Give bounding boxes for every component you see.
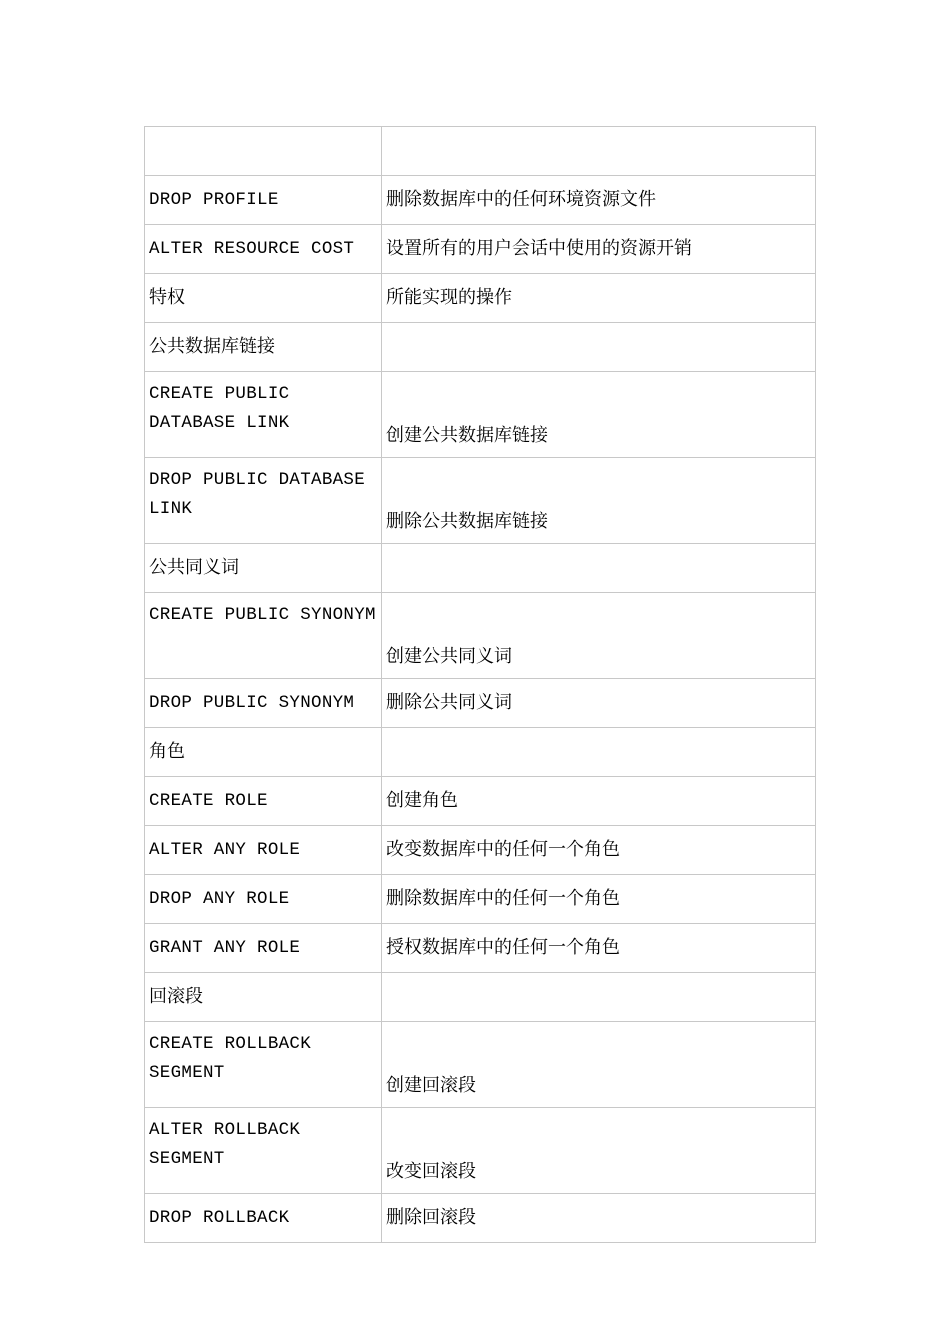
section-heading-cell: 特权 bbox=[145, 274, 382, 323]
section-heading-cell: 公共同义词 bbox=[145, 544, 382, 593]
privilege-description-cell: 删除回滚段 bbox=[382, 1194, 816, 1243]
table-row bbox=[145, 679, 816, 728]
privilege-name-cell: DROP ROLLBACK bbox=[145, 1194, 382, 1243]
privilege-name-cell: ALTER ROLLBACK SEGMENT bbox=[145, 1108, 382, 1194]
privilege-name-cell: GRANT ANY ROLE bbox=[145, 924, 382, 973]
table-row bbox=[145, 1194, 816, 1243]
table-row bbox=[145, 924, 816, 973]
privileges-table-body bbox=[145, 127, 816, 1243]
table-row bbox=[145, 728, 816, 777]
privilege-description-cell: 创建公共数据库链接 bbox=[382, 372, 816, 458]
privilege-name-cell: CREATE PUBLIC SYNONYM bbox=[145, 593, 382, 679]
privilege-description-cell: 创建角色 bbox=[382, 777, 816, 826]
privilege-name-cell: ALTER RESOURCE COST bbox=[145, 225, 382, 274]
table-row bbox=[145, 127, 816, 176]
section-heading-cell: 角色 bbox=[145, 728, 382, 777]
privilege-name-cell: CREATE ROLE bbox=[145, 777, 382, 826]
table-row bbox=[145, 176, 816, 225]
table-row bbox=[145, 777, 816, 826]
privilege-name-cell: CREATE ROLLBACK SEGMENT bbox=[145, 1022, 382, 1108]
privileges-table bbox=[144, 126, 816, 1243]
table-row bbox=[145, 875, 816, 924]
privilege-name-cell: ALTER ANY ROLE bbox=[145, 826, 382, 875]
section-heading-cell: 公共数据库链接 bbox=[145, 323, 382, 372]
table-row bbox=[145, 372, 816, 458]
section-heading-cell: 回滚段 bbox=[145, 973, 382, 1022]
privilege-description-cell bbox=[382, 728, 816, 777]
privilege-description-cell: 改变回滚段 bbox=[382, 1108, 816, 1194]
privilege-name-cell: DROP ANY ROLE bbox=[145, 875, 382, 924]
table-row bbox=[145, 1108, 816, 1194]
table-row bbox=[145, 593, 816, 679]
privilege-description-cell: 删除公共数据库链接 bbox=[382, 458, 816, 544]
privilege-description-cell: 删除数据库中的任何环境资源文件 bbox=[382, 176, 816, 225]
privilege-description-cell bbox=[382, 544, 816, 593]
privilege-description-cell: 设置所有的用户会话中使用的资源开销 bbox=[382, 225, 816, 274]
table-row bbox=[145, 973, 816, 1022]
table-row bbox=[145, 274, 816, 323]
privilege-description-cell: 创建公共同义词 bbox=[382, 593, 816, 679]
privilege-name-cell: DROP PUBLIC SYNONYM bbox=[145, 679, 382, 728]
privilege-description-cell bbox=[382, 127, 816, 176]
privilege-name-cell: CREATE PUBLIC DATABASE LINK bbox=[145, 372, 382, 458]
privilege-description-cell: 删除公共同义词 bbox=[382, 679, 816, 728]
table-row bbox=[145, 225, 816, 274]
privilege-description-cell: 所能实现的操作 bbox=[382, 274, 816, 323]
privilege-description-cell: 授权数据库中的任何一个角色 bbox=[382, 924, 816, 973]
privilege-description-cell: 删除数据库中的任何一个角色 bbox=[382, 875, 816, 924]
privilege-description-cell bbox=[382, 323, 816, 372]
table-row bbox=[145, 323, 816, 372]
privilege-description-cell: 改变数据库中的任何一个角色 bbox=[382, 826, 816, 875]
privilege-description-cell bbox=[382, 973, 816, 1022]
privilege-name-cell: DROP PUBLIC DATABASE LINK bbox=[145, 458, 382, 544]
privilege-name-cell bbox=[145, 127, 382, 176]
table-row bbox=[145, 458, 816, 544]
privilege-name-cell: DROP PROFILE bbox=[145, 176, 382, 225]
table-row bbox=[145, 544, 816, 593]
table-row bbox=[145, 1022, 816, 1108]
table-row bbox=[145, 826, 816, 875]
privilege-description-cell: 创建回滚段 bbox=[382, 1022, 816, 1108]
